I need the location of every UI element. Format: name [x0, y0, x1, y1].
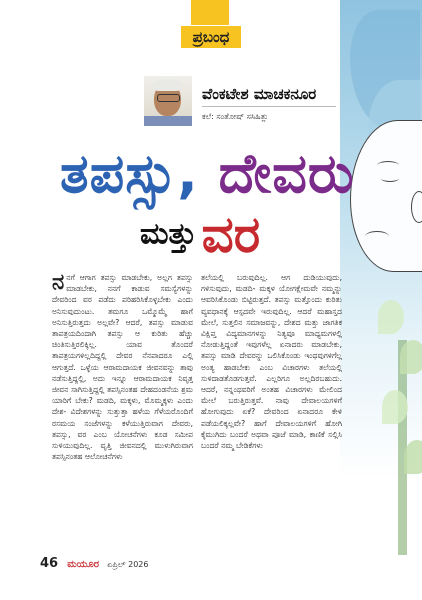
- title-word-mattu: ಮತ್ತು: [140, 216, 197, 252]
- author-divider: [202, 106, 336, 107]
- magazine-name: ಮಯೂರ: [67, 559, 100, 570]
- drop-cap: ನ: [52, 272, 65, 295]
- section-label: ಪ್ರಬಂಧ: [181, 26, 241, 48]
- author-photo: [144, 76, 192, 126]
- title-word-tapassu: ತಪಸ್ಸು,: [60, 142, 199, 205]
- article-column-1: [52, 272, 193, 562]
- sketch-tree-illustration: [360, 280, 422, 560]
- article-column-2: [201, 272, 342, 562]
- article-title-line-1: [60, 140, 355, 208]
- section-tab-strip: [191, 0, 229, 25]
- issue-date: ಏಪ್ರಿಲ್ 2026: [107, 560, 149, 569]
- article-body: [52, 272, 342, 562]
- page-footer: [40, 552, 149, 571]
- title-word-vara: ವರ: [201, 205, 261, 264]
- illustration-credit: ಕಲೆ: ಸಂತೋಷ್ ಸಸಿಹಿತ್ಲು: [202, 112, 269, 121]
- page-number: 46: [40, 556, 59, 571]
- title-word-devaru: ದೇವರು: [218, 142, 355, 205]
- article-title-line-2: [140, 204, 260, 265]
- author-name: ವೆಂಕಟೇಶ ಮಾಚಕನೂರ: [202, 85, 317, 103]
- column-2-text: ತಲೆಯಲ್ಲಿ ಬರುವುದಿಲ್ಲ. ಆಗ ದುಡಿಯುವುದು, ಗಳಿಸುವುದು, ಮಡದಿ- ಮಕ್ಕಳ ಯೋಗಕ್ಷೇಮವೇ ನಮ್ಮನ್ನು ಆವರಿಸಿಕೊಂಡು ಬಿಟ್ಟಿರುತ್ತದೆ. ತಪಸ್ಸು ಮತ್ತೊಂದು ಕುರಿತು ವ್ಯವಧಾನಕ್ಕೆ ಆಸ್ಪದವೇ ಇರುವುದಿಲ್ಲ. ಆದರೆ ಮಹಾಸ್ತದ ಮೇಲೆ, ಸುತ್ತಲಿನ ಸಮಾಜವನ್ನು, ದೇಶದ ಮತ್ತು ಜಾಗತಿಕ ವಿಕ್ಷಿಪ್ತ ವಿದ್ಯಮಾನಗಳನ್ನು ನಿತ್ಯವೂ ಮಾಧ್ಯಮಗಳಲ್ಲಿ ನೋಡುತ್ತಿದ್ದಂತೆ ಇವುಗಳೆಲ್ಲ ಏನಾದರು ಮಾಡಬೇಕು, ತಪಸ್ಸು ಮಾಡಿ ದೇವರನ್ನು ಒಲಿಸಿಕೊಂಡು ಇಂಥವುಗಳಿಗೆಲ್ಲ ಅಂತ್ಯ ಹಾಡಬೇಕು ಎಂಬ ವಿಚಾರಗಳು ತಲೆಯಲ್ಲಿ ಸುಳಿದಾಡತೊಡಗುತ್ತವೆ. ಎಲ್ಲರಿಗೂ ಅಲ್ಲದಿರಬಹುದು. ಆದರೆ, ನನ್ನಂಥವರಿಗೆ ಅಂತಹ ವಿಚಾರಗಳು ಮೇಲಿಂದ ಮೇಲೆ ಬರುತ್ತಿರುತ್ತವೆ. ನಾವು ದೇವಾಲಯಗಳಿಗೆ ಹೋಗುವುದು ಏಕೆ? ದೇವರಿಂದ ಏನಾದರೂ ಕೇಳಿ ಪಡೆಯಲಿಕ್ಕಲ್ಲವೇ? ಹಾಗೆ ದೇವಾಲಯಗಳಿಗೆ ಹೋಗಿ ಕೈಮುಗಿದು ಬಂದರೆ ಅಥವಾ ಪೂಜೆ ಮಾಡಿ, ಕಾಣಿಕೆ ಸಲ್ಲಿಸಿ ಬಂದರೆ ನಮ್ಮ ಬೇಡಿಕೆಗಳು: [201, 273, 342, 451]
- column-1-text: ನಗೆ ಆಗಾಗ ತಪಸ್ಸು ಮಾಡಬೇಕು, ಅಲ್ಲಗ ತಪಸ್ಸು ಮಾಡಬೇಕು, ನನಗೆ ಕಾಡುವ ಸಮಸ್ಯೆಗಳನ್ನು ದೇವರಿಂದ ವರ ಪಡೆದು ಪರಿಹರಿಸಿಕೊಳ್ಳಬೇಕು ಎಂದು ಅನಿಸುವುದುಂಟು. ತಮಗೂ ಒಮ್ಮೊಮ್ಮೆ ಹಾಗೆ ಅನಿಸುತ್ತಿರುತ್ತದು ಅಲ್ಲವೇ? ಆದರೆ, ತಪಸ್ಸು ಮಾಡುವ ತಾಪತ್ರಯದಿಂದಾಗಿ ತಪಸ್ಸು ಆ ಕುರಿತು ಹೆಚ್ಚು ಚಿಂತಿಸುತ್ತಿರಲಿಕ್ಕಿಲ್ಲ. ಯಾವ ತೊಂದರೆ ತಾಪತ್ರಯಗಳಿಲ್ಲದಿದ್ದಲ್ಲಿ ದೇವರ ನೆನಪಾದರೂ ಎಲ್ಲಿ ಆಗುತ್ತದೆ. ಒಳ್ಳೆಯ ಆರಾಮದಾಯಕ ಜೀವನವನ್ನು ತಾವು ನಡೆಸುತ್ತಿದ್ದಲ್ಲಿ, ಅದು ಇನ್ನೂ ಆರಾಮದಾಯಕ ನಿವೃತ್ತ ಜೀವನ ಸಾಗಿಸುತ್ತಿದ್ದಲ್ಲಿ ತಪಸ್ಸಿನಂತಹ ದೇಹದಂಡನೆಯ ಶ್ರಮ ಯಾರಿಗೆ ಬೇಕು? ಮಡದಿ, ಮಕ್ಕಳು, ಮೊಮ್ಮಕ್ಕಳು ಎಂದು ದೇಶ- ವಿದೇಶಗಳನ್ನು ಸುತ್ತುತ್ತಾ ಹಳೆಯ ಗೆಳೆಯರೊಂದಿಗೆ ರಸಮಯ ಸಂಜೆಗಳನ್ನು ಕಳೆಯುತ್ತಿರುವಾಗ ದೇವರು, ತಪಸ್ಸು, ವರ ಎಂಬ ಯೋಚನೆಗಳು ಕೂಡ ಸಮೀಪ ಸುಳಿಯುವುದಿಲ್ಲ. ವೃತ್ತಿ ಜೀವನದಲ್ಲಿ ಮುಳುಗಿರುವಾಗ ತಪಸ್ಸಿನಂತಹ ಆಲೋಚನೆಗಳು: [52, 273, 193, 462]
